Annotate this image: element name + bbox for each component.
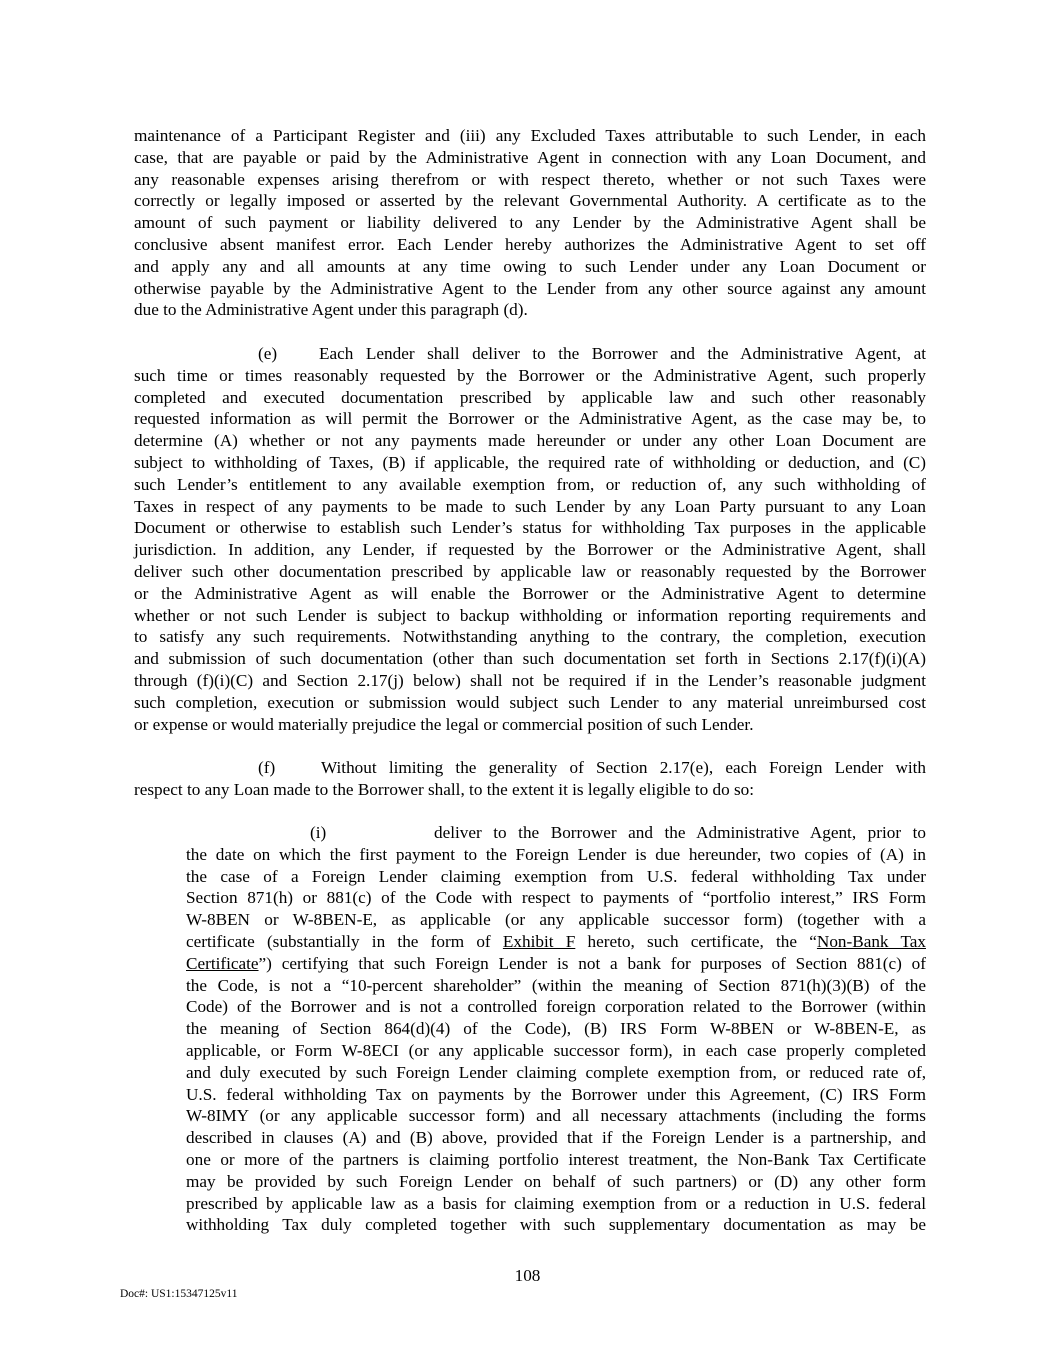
text-line: due to the Administrative Agent under this paragraph (d). (134, 300, 528, 320)
text-line: prescribed by applicable law as a basis for claiming exemption from or a reduction in U.S. federal (186, 1193, 926, 1213)
text-line: whether or not such Lender is subject to backup withholding or information reporting requirements and (134, 605, 926, 625)
text-line: any reasonable expenses arising therefrom or with respect thereto, whether or not such Taxes were (134, 169, 926, 189)
text-line: respect to any Loan made to the Borrower shall, to the extent it is legally eligible to do so: (134, 779, 755, 799)
text-line: such time or times reasonably requested by the Borrower or the Administrative Agent, such properly (134, 365, 926, 385)
text-line: one or more of the partners is claiming portfolio interest treatment, the Non-Bank Tax Certificate (186, 1149, 926, 1169)
exhibit-line-mid: hereto, such certificate, the “ (575, 931, 817, 951)
text-line: otherwise payable by the Administrative Agent to the Lender from any other source against any amount (134, 278, 926, 298)
text-line: determine (A) whether or not any payments made hereunder or under any other Loan Document are (134, 431, 926, 451)
text-line: to satisfy any such requirements. Notwithstanding anything to the contrary, the completion, execution (134, 627, 926, 647)
text-line: and apply any and all amounts at any time owing to such Lender under any Loan Document or (134, 256, 926, 276)
paragraph-e (134, 343, 926, 735)
text-line: and submission of such documentation (other than such documentation set forth in Sections 2.17(f)(i)(A) (134, 649, 926, 669)
text-line: or the Administrative Agent as will enable the Borrower or the Administrative Agent to determine (134, 583, 926, 603)
text-line: the Code, is not a “10-percent shareholder” (within the meaning of Section 871(h)(3)(B) of the (186, 975, 926, 995)
text-line: withholding Tax duly completed together with such supplementary documentation as may be (186, 1215, 926, 1235)
text-line: Code) of the Borrower and is not a controlled foreign corporation related to the Borrower (within (186, 997, 926, 1017)
paragraph-f (134, 757, 926, 801)
exhibit-line-pre: certificate (substantially in the form of (186, 931, 503, 951)
text-line: completed and executed documentation prescribed by applicable law and such other reasonably (134, 387, 926, 407)
text-line: W-8IMY (or any applicable successor form) and all necessary attachments (including the forms (186, 1106, 926, 1126)
paragraph-e-first-line (134, 343, 926, 365)
text-line: requested information as will permit the Borrower or the Administrative Agent, as the case may be, to (134, 409, 926, 429)
text-line: W-8BEN or W-8BEN-E, as applicable (or any applicable successor form) (together with a (186, 910, 926, 930)
paragraph-e-marker: (e) (258, 344, 278, 363)
paragraph-f-marker: (f) (258, 758, 276, 777)
text-line: case, that are payable or paid by the Administrative Agent in connection with any Loan Document, and (134, 147, 926, 167)
text-line: conclusive absent manifest error. Each Lender hereby authorizes the Administrative Agent to set off (134, 234, 926, 254)
certificate-line (186, 953, 926, 975)
text-line: the meaning of Section 864(d)(4) of the Code), (B) IRS Form W-8BEN or W-8BEN-E, as (186, 1019, 926, 1039)
text-line: such Lender’s entitlement to any available exemption from, or reduction of, any such withholding of (134, 474, 926, 494)
text-line: the case of a Foreign Lender claiming exemption from U.S. federal withholding Tax under (186, 866, 926, 886)
paragraph-f-i-first-line (186, 822, 926, 844)
text-line: and duly executed by such Foreign Lender claiming complete exemption from, or reduced rate of, (186, 1062, 926, 1082)
text-line: U.S. federal withholding Tax on payments by the Borrower under this Agreement, (C) IRS Form (186, 1084, 926, 1104)
paragraph-f-i-first-text: deliver to the Borrower and the Administrative Agent, prior to (434, 823, 926, 842)
text-line: jurisdiction. In addition, any Lender, if requested by the Borrower or the Administrative Agent, shall (134, 540, 926, 560)
exhibit-line (186, 931, 926, 953)
text-line: applicable, or Form W-8ECI (or any applicable successor form), in each case properly completed (186, 1040, 926, 1060)
text-line: correctly or legally imposed or asserted by the relevant Governmental Authority. A certificate as to the (134, 191, 926, 211)
text-line: subject to withholding of Taxes, (B) if applicable, the required rate of withholding or deduction, and (C) (134, 452, 926, 472)
text-line: amount of such payment or liability delivered to any Lender by the Administrative Agent shall be (134, 213, 926, 233)
document-id: Doc#: US1:15347125v11 (120, 1288, 238, 1300)
paragraph-f-first-text: Without limiting the generality of Section 2.17(e), each Foreign Lender with (321, 758, 926, 777)
page-number: 108 (514, 1266, 541, 1285)
paragraph-d-continuation (134, 125, 926, 321)
text-line: or expense or would materially prejudice the legal or commercial position of such Lender. (134, 714, 754, 734)
paragraph-e-first-text: Each Lender shall deliver to the Borrower and the Administrative Agent, at (319, 344, 926, 363)
text-line: deliver such other documentation prescribed by applicable law or reasonably requested by the Borrower (134, 561, 926, 581)
text-line: described in clauses (A) and (B) above, provided that if the Foreign Lender is a partnership, and (186, 1128, 926, 1148)
text-line: may be provided by such Foreign Lender on behalf of such partners) or (D) any other form (186, 1171, 926, 1191)
exhibit-f-reference: Exhibit F (502, 931, 576, 951)
text-line: through (f)(i)(C) and Section 2.17(j) below) shall not be required if in the Lender’s reasonable judgment (134, 670, 926, 690)
paragraph-f-i (186, 822, 926, 1236)
non-bank-certificate-term: Certificate (186, 953, 259, 973)
paragraph-f-i-marker: (i) (310, 823, 327, 842)
non-bank-tax-term: Non-Bank Tax (816, 931, 926, 951)
certificate-line-post: ”) certifying that such Foreign Lender is not a bank for purposes of Section 881(c) of (258, 953, 926, 973)
text-line: Section 871(h) or 881(c) of the Code with respect to payments of “portfolio interest,” IRS Form (186, 888, 926, 908)
text-line: the date on which the first payment to the Foreign Lender is due hereunder, two copies of (A) in (186, 844, 926, 864)
text-line: maintenance of a Participant Register and (iii) any Excluded Taxes attributable to such Lender, in each (134, 126, 926, 145)
text-line: Document or otherwise to establish such Lender’s status for withholding Tax purposes in the applicable (134, 518, 926, 538)
paragraph-f-first-line (134, 757, 926, 779)
text-line: such completion, execution or submission would subject such Lender to any material unreimbursed cost (134, 692, 926, 712)
text-line: Taxes in respect of any payments to be made to such Lender by any Loan Party pursuant to any Loan (134, 496, 926, 516)
